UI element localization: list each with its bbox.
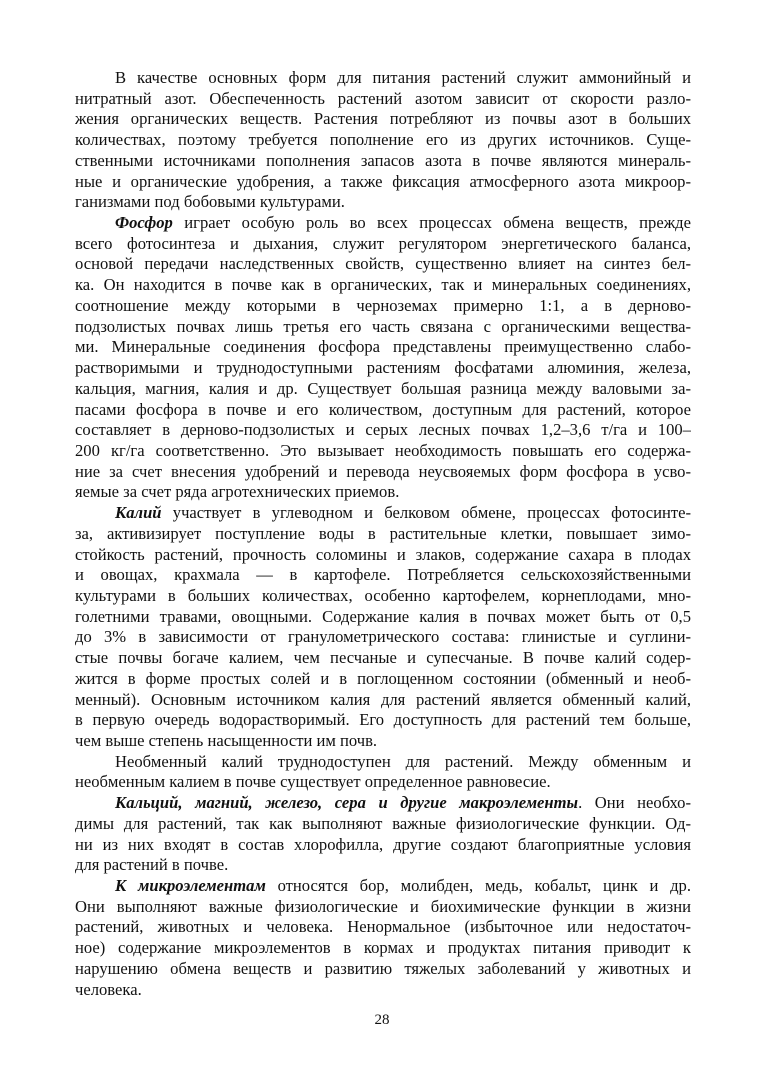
text-line (75, 524, 691, 545)
text-line (75, 793, 691, 814)
line-text: играет особую роль во всех процессах обмена веществ, прежде (172, 213, 691, 233)
line-text: за, активизирует поступление воды в растительные клетки, повышает зимо- (75, 523, 691, 543)
line-text: стойкость растений, прочность соломины и злаков, содержание сахара в плодах (75, 544, 691, 564)
line-text: основой передачи наследственных свойств, существенно влияет на синтез бел- (75, 254, 691, 274)
text-line (75, 855, 691, 876)
line-text: участвует в углеводном и белковом обмене, процессах фотосинте- (161, 503, 691, 523)
line-text: растворимыми и труднодоступными растениям фосфатами алюминия, железа, (75, 358, 691, 378)
line-text: до 3% в зависимости от гранулометрического состава: глинистые и суглини- (75, 627, 691, 647)
text-line (75, 400, 691, 421)
text-line (75, 772, 691, 793)
line-text: соотношение между которыми в черноземах примерно 1:1, а в дерново- (75, 295, 691, 315)
line-text: нитратный азот. Обеспеченность растений азотом зависит от скорости разло- (75, 88, 691, 108)
text-line (75, 814, 691, 835)
text-line (75, 627, 691, 648)
line-text: ное) содержание микроэлементов в кормах и продуктах питания приводит к (75, 938, 691, 958)
line-text: жится в форме простых солей и в поглощенном состоянии (обменный и необ- (75, 668, 691, 688)
bold-italic-term: Кальций, магний, железо, сера и другие макроэлементы (115, 793, 579, 813)
text-line (75, 151, 691, 172)
line-text: ные и органические удобрения, а также фиксация атмосферного азота микроор- (75, 171, 691, 191)
line-text: для растений в почве. (75, 855, 229, 875)
line-text: всего фотосинтеза и дыхания, служит регулятором энергетического баланса, (75, 233, 691, 253)
line-text: ни из них входят в состав хлорофилла, другие создают благоприятные условия (75, 834, 691, 854)
line-text: ганизмами под бобовыми культурами. (75, 192, 345, 212)
text-line (75, 980, 691, 1001)
text-line (75, 710, 691, 731)
text-line (75, 690, 691, 711)
text-line (75, 109, 691, 130)
line-text: Необменный калий труднодоступен для растений. Между обменным и (115, 751, 691, 771)
line-text: димы для растений, так как выполняют важные физиологические функции. Од- (75, 813, 691, 833)
paragraph (75, 213, 691, 503)
line-text: яемые за счет ряда агротехнических приемов. (75, 482, 400, 502)
text-line (75, 482, 691, 503)
line-text: голетними травами, овощными. Содержание калия в почвах может быть от 0,5 (75, 606, 691, 626)
text-line (75, 441, 691, 462)
text-line (75, 213, 691, 234)
text-line (75, 358, 691, 379)
line-text: растений, животных и человека. Ненормальное (избыточное или недостаточ- (75, 917, 691, 937)
text-line (75, 752, 691, 773)
line-text: в первую очередь водорастворимый. Его доступность для растений тем больше, (75, 710, 691, 730)
text-line (75, 648, 691, 669)
text-line (75, 275, 691, 296)
text-line (75, 317, 691, 338)
line-text: необменным калием в почве существует определенное равновесие. (75, 772, 551, 792)
line-text: 200 кг/га соответственно. Это вызывает необходимость повышать его содержа- (75, 440, 691, 460)
line-text: стые почвы богаче калием, чем песчаные и супесчаные. В почве калий содер- (75, 648, 691, 668)
line-text: пасами фосфора в почве и его количеством, доступным для растений, которое (75, 399, 691, 419)
line-text: и овощах, крахмала — в картофеле. Потребляется сельскохозяйственными (75, 565, 691, 585)
line-text: кальция, магния, калия и др. Существует большая разница между валовыми за- (75, 378, 691, 398)
text-line (75, 835, 691, 856)
text-line (75, 607, 691, 628)
text-line (75, 420, 691, 441)
text-line (75, 254, 691, 275)
line-text: культурами в больших количествах, особенно картофелем, корнеплодами, мно- (75, 585, 691, 605)
line-text: составляет в дерново-подзолистых и серых лесных почвах 1,2–3,6 т/га и 100– (75, 420, 691, 440)
text-line (75, 586, 691, 607)
line-text: количествах, поэтому требуется пополнение его из других источников. Суще- (75, 130, 691, 150)
line-text: жения органических веществ. Растения потребляют из почвы азот в больших (75, 109, 691, 129)
text-line (75, 917, 691, 938)
text-line (75, 130, 691, 151)
line-text: подзолистых почвах лишь третья его часть связана с органическими вещества- (75, 316, 691, 336)
paragraph (75, 876, 691, 1000)
text-line (75, 731, 691, 752)
line-text: нарушению обмена веществ и развитию тяжелых заболеваний у животных и (75, 958, 691, 978)
bold-italic-term: Фосфор (115, 213, 173, 233)
line-text: ка. Он находится в почве как в органических, так и минеральных соединениях, (75, 275, 691, 295)
line-text: Они выполняют важные физиологические и биохимические функции в жизни (75, 896, 691, 916)
text-line (75, 234, 691, 255)
text-line (75, 897, 691, 918)
paragraph (75, 752, 691, 793)
line-text: менный). Основным источником калия для растений является обменный калий, (75, 689, 691, 709)
line-text: ние за счет внесения удобрений и перевода неусвояемых форм фосфора в усво- (75, 461, 691, 481)
line-text: ственными источниками пополнения запасов азота в почве являются минераль- (75, 150, 691, 170)
text-line (75, 545, 691, 566)
text-line (75, 669, 691, 690)
line-text: чем выше степень насыщенности им почв. (75, 731, 378, 750)
text-line (75, 876, 691, 897)
line-text: ми. Минеральные соединения фосфора представлены преимущественно слабо- (75, 337, 691, 357)
text-line (75, 938, 691, 959)
text-line (75, 89, 691, 110)
page-number: 28 (374, 1012, 390, 1028)
line-text: . Они необхо- (578, 793, 691, 813)
text-line (75, 565, 691, 586)
document-body (75, 68, 691, 1000)
line-text: В качестве основных форм для питания растений служит аммонийный и (115, 68, 691, 87)
text-line (75, 959, 691, 980)
paragraph (75, 68, 691, 213)
text-line (75, 192, 691, 213)
text-line (75, 337, 691, 358)
text-line (75, 503, 691, 524)
text-line (75, 172, 691, 193)
paragraph (75, 793, 691, 876)
text-line (75, 68, 691, 89)
text-line (75, 462, 691, 483)
line-text: человека. (75, 979, 142, 999)
line-text: относятся бор, молибден, медь, кобальт, цинк и др. (265, 876, 691, 896)
bold-italic-term: К микроэлементам (115, 876, 266, 896)
bold-italic-term: Калий (115, 503, 162, 523)
paragraph (75, 503, 691, 752)
text-line (75, 296, 691, 317)
text-line (75, 379, 691, 400)
